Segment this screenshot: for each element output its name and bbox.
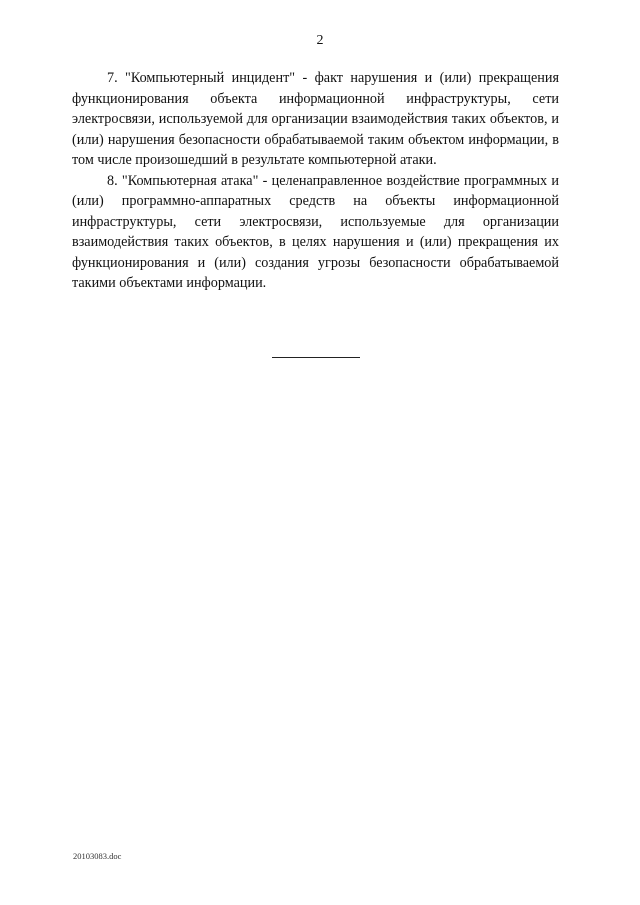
paragraph-computer-incident: 7. "Компьютерный инцидент" - факт нарушения и (или) прекращения функционирования объекта информационной инфраструктуры, сети электросвязи, используемой для организации взаимодействия таких объектов, и (или) нарушения безопасности обрабатываемой таким объектом информации, в том числе произошедший в результате компьютерной атаки. [72, 70, 559, 168]
footer-file-name: 20103083.doc [73, 851, 122, 861]
paragraph-computer-attack: 8. "Компьютерная атака" - целенаправленное воздействие программных и (или) программно-аппаратных средств на объекты информационной инфраструктуры, сети электросвязи, используемые для организации взаимодействия таких объектов, в целях нарушения и (или) прекращения их функционирования и (или) создания угрозы безопасности обрабатываемой такими объектами информации. [72, 172, 559, 291]
page-number: 2 [316, 33, 324, 48]
document-body [72, 68, 559, 294]
end-of-text-rule [272, 357, 360, 358]
